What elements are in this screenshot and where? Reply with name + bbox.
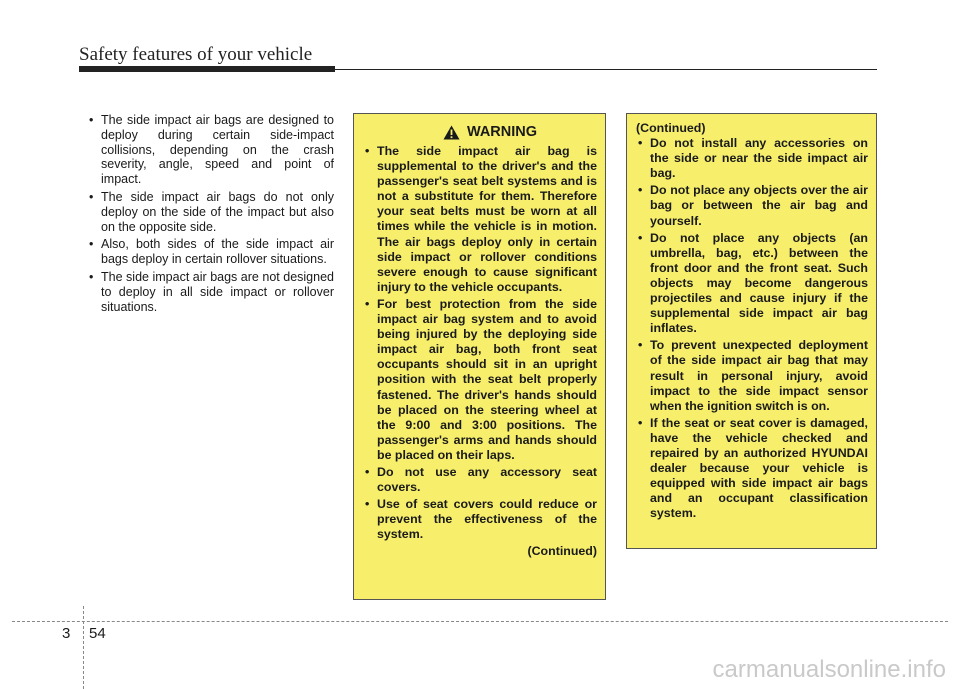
chapter-number: 3 <box>62 625 71 642</box>
list-item: • The side impact air bags do not only deploy on the side of the impact but also on the opposite side. <box>87 190 334 234</box>
warning-triangle-icon <box>443 125 460 140</box>
list-item: • To prevent unexpected deployment of the side impact air bag that may result in personal injury, avoid impact to the side impact sensor when the ignition switch is on. <box>636 338 868 413</box>
warning-box-continued <box>626 113 877 549</box>
list-item: • Do not use any accessory seat covers. <box>363 465 597 495</box>
warning-heading <box>383 124 597 140</box>
list-item: • For best protection from the side impact air bag system and to avoid being injured by the deploying side impact air bag, both front seat occupants should sit in an upright position with the seat belt properly fastened. The driver's hands should be placed on the steering wheel at the 9:00 and 3:00 positions. The passenger's arms and hands should be placed on their laps. <box>363 297 597 463</box>
side-airbag-info-list <box>87 113 334 317</box>
footer-divider <box>12 621 948 622</box>
footer-separator <box>83 606 84 689</box>
continued-label: (Continued) <box>636 121 706 135</box>
warning-title: WARNING <box>466 124 538 140</box>
warning-box <box>353 113 606 600</box>
list-item: • The side impact air bag is supplemental to the driver's and the passenger's seat belt systems and is not a substitute for them. Therefore your seat belts must be worn at all times while the vehicle is in motion. The air bags deploy only in certain side impact or rollover conditions severe enough to cause significant injury to the vehicle occupants. <box>363 144 597 295</box>
list-item: • The side impact air bags are designed to deploy during certain side-impact collisions, depending on the crash severity, angle, speed and point of impact. <box>87 113 334 187</box>
page-number: 54 <box>89 625 106 642</box>
list-item: • If the seat or seat cover is damaged, have the vehicle checked and repaired by an authorized HYUNDAI dealer because your vehicle is equipped with side impact air bags and an occupant classification system. <box>636 416 868 522</box>
list-item: • Do not place any objects over the air bag or between the air bag and yourself. <box>636 183 868 228</box>
section-title: Safety features of your vehicle <box>79 44 313 65</box>
watermark: carmanualsonline.info <box>712 656 946 683</box>
list-item: • The side impact air bags are not designed to deploy in all side impact or rollover situations. <box>87 270 334 314</box>
continued-label: (Continued) <box>527 544 597 559</box>
list-item: • Also, both sides of the side impact air bags deploy in certain rollover situations. <box>87 237 334 267</box>
list-item: • Do not place any objects (an umbrella, bag, etc.) between the front door and the front seat. Such objects may become dangerous projectiles and cause injury if the supplemental side impact air bag inflates. <box>636 231 868 337</box>
header-bar <box>79 66 335 72</box>
list-item: • Do not install any accessories on the side or near the side impact air bag. <box>636 136 868 181</box>
list-item: • Use of seat covers could reduce or prevent the effectiveness of the system. <box>363 497 597 542</box>
